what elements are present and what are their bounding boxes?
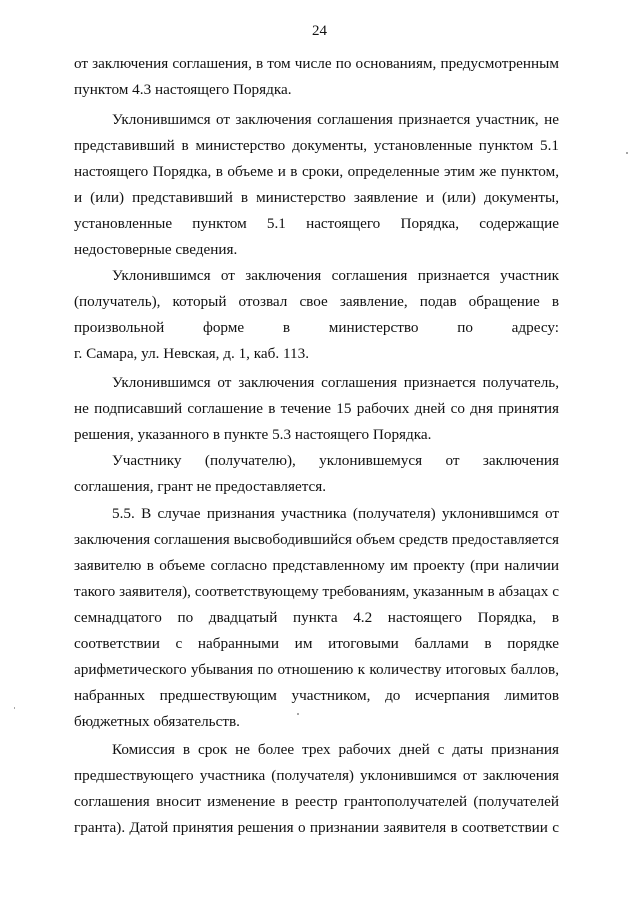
scan-speck xyxy=(626,152,628,154)
text-line: не подписавший соглашение в течение 15 рабочих дней со дня принятия xyxy=(74,400,559,417)
text-line: пунктом 4.3 настоящего Порядка. xyxy=(74,81,292,98)
text-line: соглашения вносит изменение в реестр грантополучателей (получателей xyxy=(74,793,559,810)
text-line: набранных предшествующим участником, до исчерпания лимитов xyxy=(74,687,559,704)
text-line: Комиссия в срок не более трех рабочих дней с даты признания xyxy=(112,741,559,758)
text-line: настоящего Порядка, в объеме и в сроки, определенные этим же пунктом, xyxy=(74,163,559,180)
text-line: и (или) представивший в министерство заявление и (или) документы, xyxy=(74,189,559,206)
text-line: заявителю в объеме согласно представленному им проекту (при наличии xyxy=(74,557,559,574)
text-line: (получатель), который отозвал свое заявление, подав обращение в xyxy=(74,293,559,310)
scan-speck xyxy=(297,713,299,715)
text-line: от заключения соглашения, в том числе по основаниям, предусмотренным xyxy=(74,55,559,72)
text-line: 5.5. В случае признания участника (получателя) уклонившимся от xyxy=(112,505,559,522)
text-line: соглашения, грант не предоставляется. xyxy=(74,478,327,495)
text-line: недостоверные сведения. xyxy=(74,241,238,258)
text-line: установленные пунктом 5.1 настоящего Порядка, содержащие xyxy=(74,215,559,232)
text-line: заключения соглашения высвободившийся объем средств предоставляется xyxy=(74,531,559,548)
text-line: представивший в министерство документы, установленные пунктом 5.1 xyxy=(74,137,559,154)
text-line: предшествующего участника (получателя) уклонившимся от заключения xyxy=(74,767,559,784)
text-line: арифметического убывания по отношению к количеству итоговых баллов, xyxy=(74,661,559,678)
text-line: семнадцатого по двадцатый пункта 4.2 настоящего Порядка, в xyxy=(74,609,559,626)
text-line: г. Самара, ул. Невская, д. 1, каб. 113. xyxy=(74,345,309,362)
text-line: Уклонившимся от заключения соглашения признается участник, не xyxy=(112,111,559,128)
text-line: бюджетных обязательств. xyxy=(74,713,240,730)
text-line: Участнику (получателю), уклонившемуся от заключения xyxy=(112,452,559,469)
text-line: Уклонившимся от заключения соглашения признается получатель, xyxy=(112,374,559,391)
text-line: произвольной форме в министерство по адресу: xyxy=(74,319,559,336)
scan-speck xyxy=(14,707,15,709)
page-number: 24 xyxy=(312,23,327,39)
text-line: такого заявителя), соответствующему требованиям, указанным в абзацах с xyxy=(74,583,559,600)
text-line: гранта). Датой принятия решения о признании заявителя в соответствии с xyxy=(74,819,559,836)
text-line: соответствии с набранными им итоговыми баллами в порядке xyxy=(74,635,559,652)
text-line: Уклонившимся от заключения соглашения признается участник xyxy=(112,267,559,284)
text-line: решения, указанного в пункте 5.3 настоящего Порядка. xyxy=(74,426,432,443)
